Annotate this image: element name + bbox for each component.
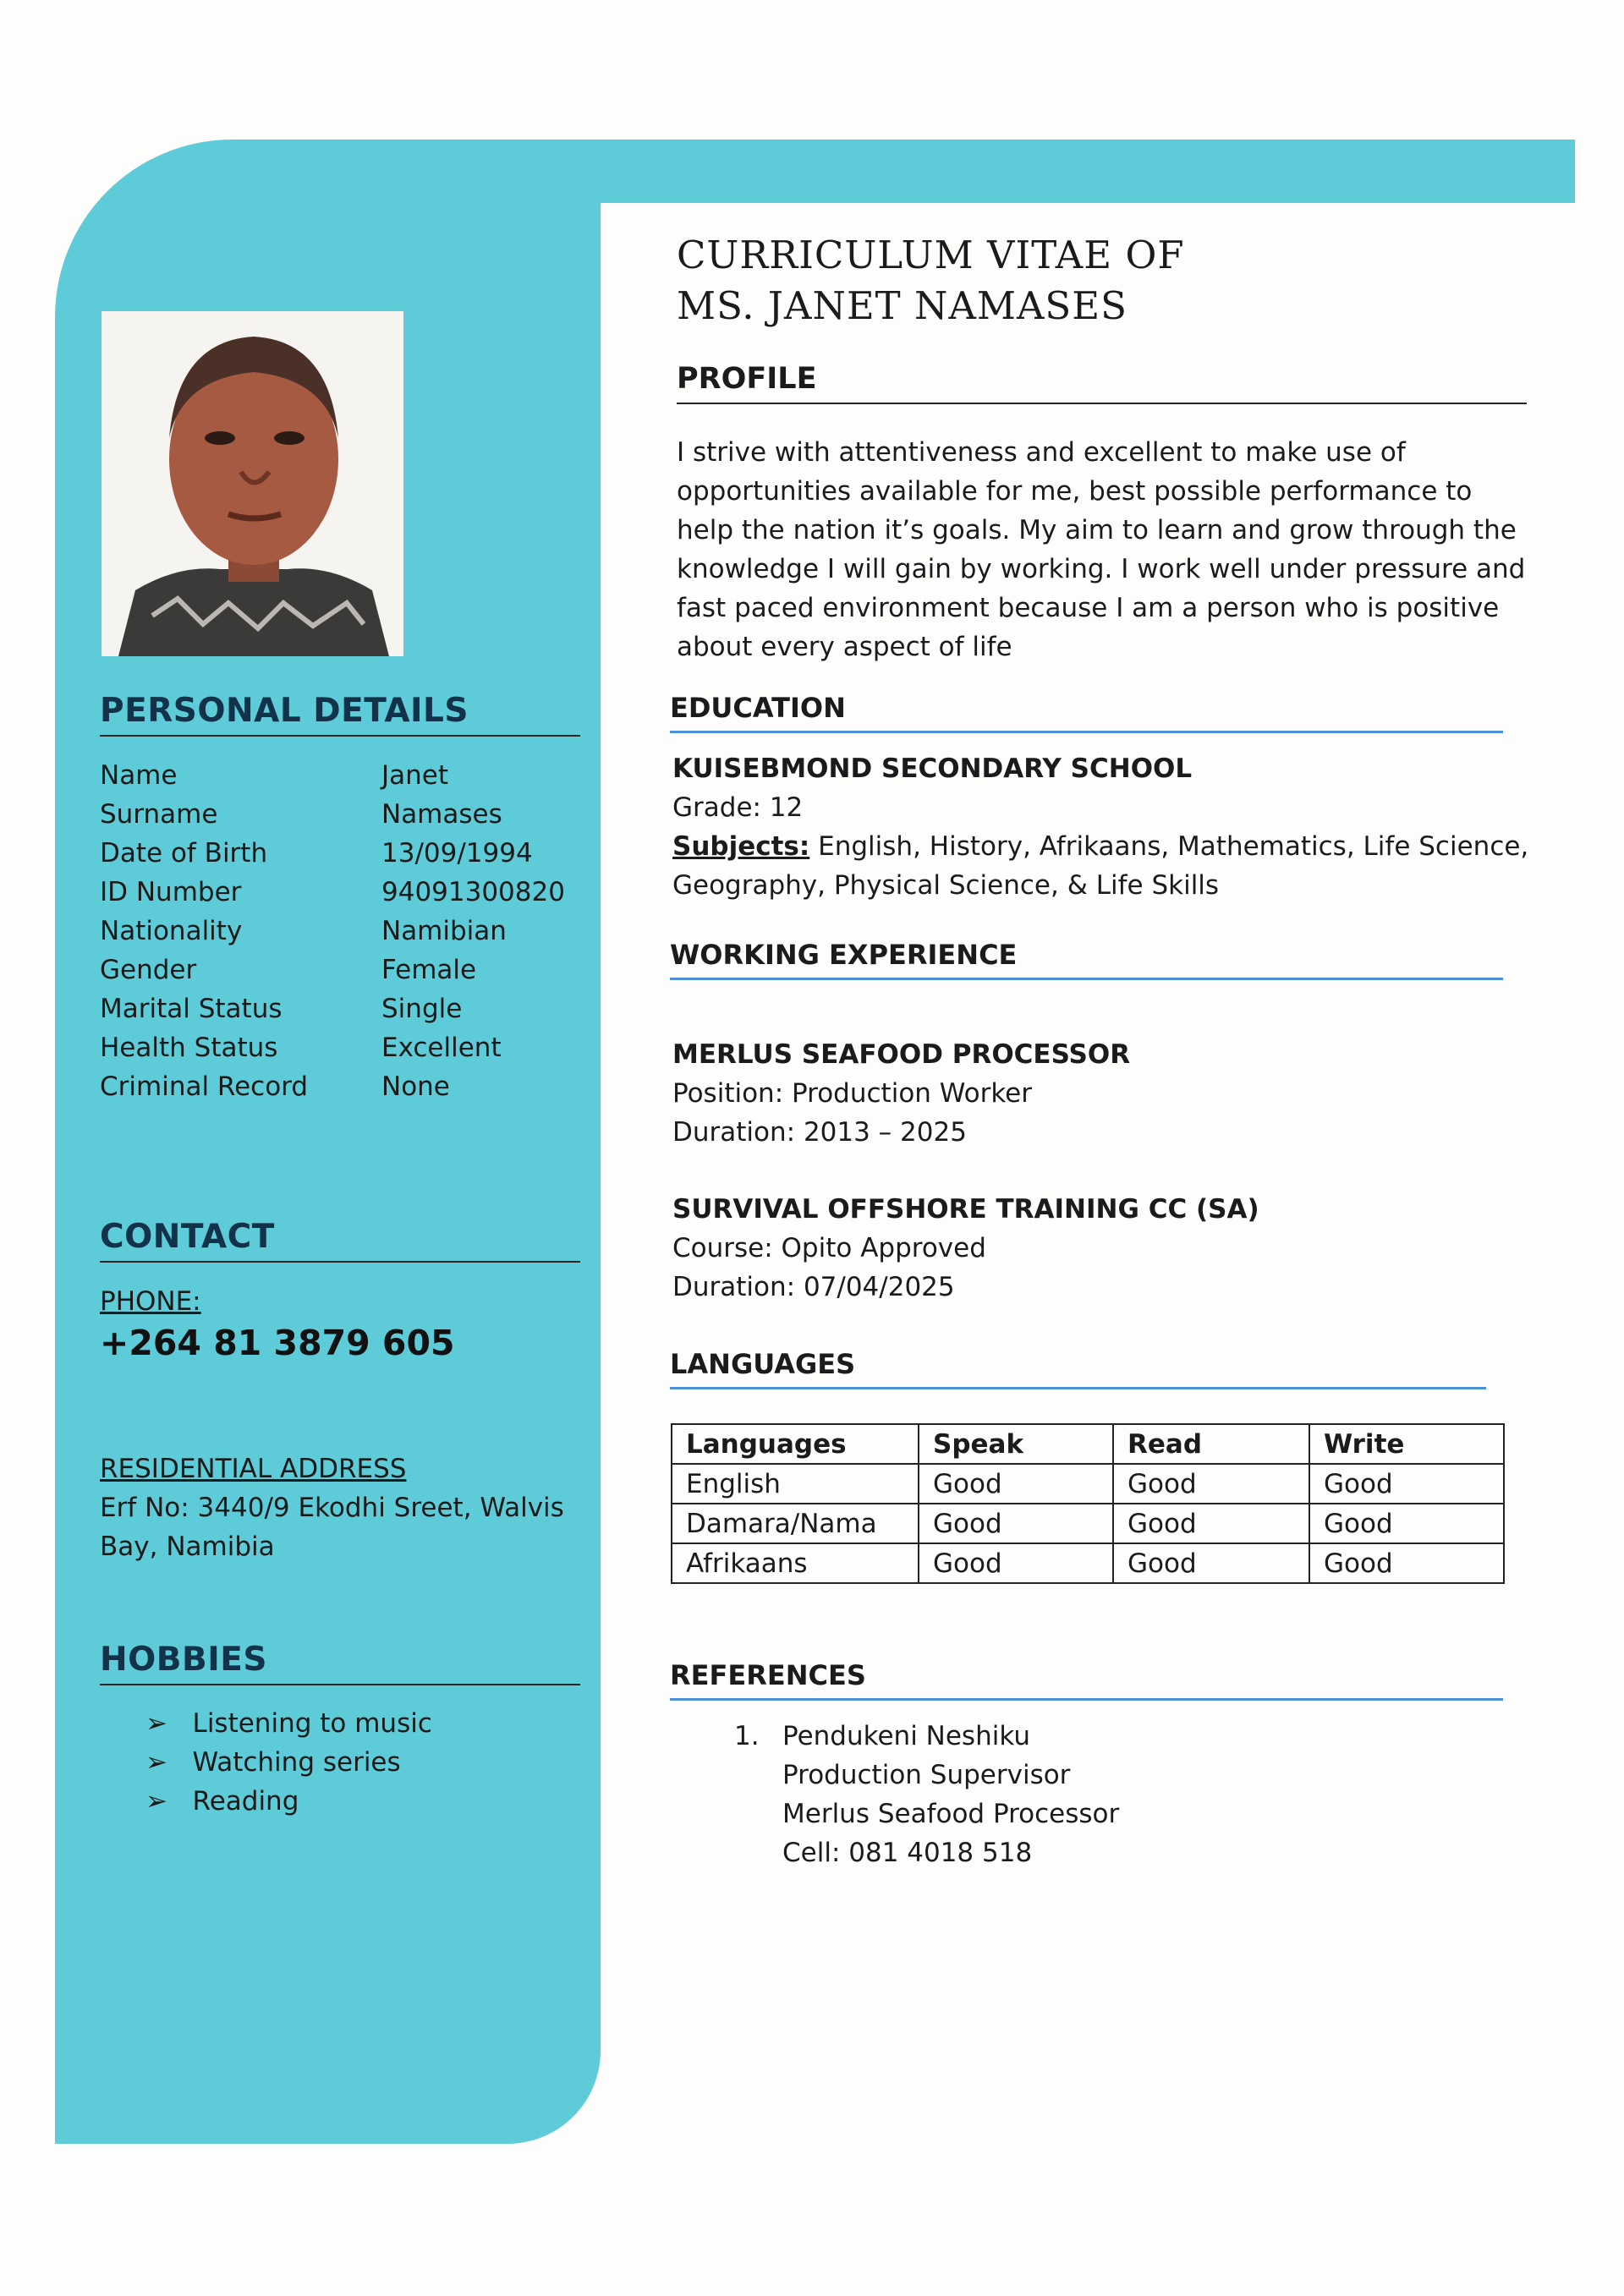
- references-heading: REFERENCES: [670, 1659, 1503, 1701]
- languages-heading: LANGUAGES: [670, 1348, 1486, 1389]
- detail-row: [100, 756, 448, 795]
- table-cell: English: [672, 1464, 919, 1504]
- job-entry: [672, 1190, 1259, 1307]
- detail-row: [100, 1028, 502, 1067]
- column-header: Languages: [672, 1424, 919, 1464]
- detail-label: Criminal Record: [100, 1071, 309, 1102]
- grade: Grade: 12: [672, 792, 804, 823]
- phone-label: PHONE:: [100, 1286, 201, 1317]
- detail-value: Excellent: [381, 1033, 502, 1063]
- hobby-item: [145, 1782, 299, 1821]
- languages-table: [671, 1423, 1505, 1584]
- education-heading: EDUCATION: [670, 692, 1503, 733]
- detail-value: Female: [381, 955, 477, 985]
- detail-value: 13/09/1994: [381, 838, 533, 869]
- detail-value: Janet: [381, 760, 449, 791]
- table-row: [672, 1504, 1504, 1543]
- table-row: [672, 1464, 1504, 1504]
- education-block: [672, 749, 1528, 905]
- reference-name: Pendukeni Neshiku: [782, 1721, 1030, 1751]
- detail-label: Gender: [100, 955, 197, 985]
- detail-row: [100, 951, 476, 989]
- profile-line: I strive with attentiveness and excellent to make use of: [677, 437, 1406, 468]
- hobby-item: [145, 1743, 401, 1782]
- detail-label: Marital Status: [100, 994, 283, 1024]
- detail-row: [100, 873, 565, 912]
- profile-line: fast paced environment because I am a person who is positive: [677, 593, 1500, 623]
- reference-number: 1.: [734, 1721, 760, 1751]
- hobby-label: Listening to music: [192, 1708, 432, 1739]
- address-line-1: Erf No: 3440/9 Ekodhi Sreet, Walvis: [100, 1493, 564, 1523]
- subjects-line-2: Geography, Physical Science, & Life Skills: [672, 870, 1220, 901]
- column-header: Speak: [919, 1424, 1113, 1464]
- job-duration: Duration: 2013 – 2025: [672, 1117, 967, 1148]
- profile-line: help the nation it’s goals. My aim to learn and grow through the: [677, 515, 1517, 545]
- detail-row: [100, 795, 502, 834]
- profile-heading: PROFILE: [677, 362, 1527, 404]
- contact-heading: CONTACT: [100, 1218, 580, 1263]
- address-line-2: Bay, Namibia: [100, 1532, 275, 1562]
- column-header: Write: [1309, 1424, 1504, 1464]
- subjects-text: English, History, Afrikaans, Mathematics, Life Science,: [809, 831, 1529, 862]
- table-cell: Good: [1113, 1504, 1309, 1543]
- title-line-2: MS. JANET NAMASES: [677, 283, 1127, 328]
- table-cell: Good: [1113, 1543, 1309, 1583]
- detail-label: Date of Birth: [100, 838, 268, 869]
- table-cell: Good: [1113, 1464, 1309, 1504]
- column-header: Read: [1113, 1424, 1309, 1464]
- detail-label: Health Status: [100, 1033, 278, 1063]
- table-cell: Good: [1309, 1464, 1504, 1504]
- job-company: SURVIVAL OFFSHORE TRAINING CC (SA): [672, 1194, 1259, 1225]
- table-cell: Good: [919, 1543, 1113, 1583]
- detail-label: Nationality: [100, 916, 243, 946]
- hobbies-heading: HOBBIES: [100, 1641, 580, 1685]
- reference-company: Merlus Seafood Processor: [782, 1799, 1120, 1829]
- title-line-1: CURRICULUM VITAE OF: [677, 233, 1185, 277]
- table-cell: Damara/Nama: [672, 1504, 919, 1543]
- detail-value: Namases: [381, 799, 502, 830]
- profile-line: about every aspect of life: [677, 632, 1012, 662]
- detail-value: 94091300820: [381, 877, 565, 907]
- job-duration: Duration: 07/04/2025: [672, 1272, 955, 1302]
- table-row: [672, 1543, 1504, 1583]
- job-entry: [672, 1035, 1130, 1152]
- detail-row: [100, 834, 533, 873]
- hobby-item: [145, 1704, 432, 1743]
- table-cell: Good: [1309, 1543, 1504, 1583]
- reference-title: Production Supervisor: [782, 1760, 1071, 1790]
- bullet-arrow-icon: ➢: [145, 1786, 167, 1817]
- table-header-row: [672, 1424, 1504, 1464]
- table-cell: Afrikaans: [672, 1543, 919, 1583]
- cv-title: [677, 230, 1185, 332]
- job-course: Course: Opito Approved: [672, 1233, 986, 1263]
- profile-photo: [102, 311, 403, 656]
- profile-text: [677, 433, 1525, 666]
- hobby-label: Watching series: [192, 1747, 401, 1778]
- address-label: RESIDENTIAL ADDRESS: [100, 1454, 407, 1484]
- table-cell: Good: [919, 1464, 1113, 1504]
- profile-line: opportunities available for me, best possible performance to: [677, 476, 1473, 507]
- detail-row: [100, 989, 462, 1028]
- profile-line: knowledge I will gain by working. I work well under pressure and: [677, 554, 1526, 584]
- reference-cell: Cell: 081 4018 518: [782, 1838, 1033, 1868]
- hobby-label: Reading: [192, 1786, 299, 1817]
- bullet-arrow-icon: ➢: [145, 1747, 167, 1778]
- detail-value: Single: [381, 994, 463, 1024]
- detail-label: ID Number: [100, 877, 242, 907]
- bullet-arrow-icon: ➢: [145, 1708, 167, 1739]
- detail-value: Namibian: [381, 916, 507, 946]
- table-cell: Good: [919, 1504, 1113, 1543]
- detail-row: [100, 912, 507, 951]
- reference-entry: [782, 1717, 1119, 1872]
- table-cell: Good: [1309, 1504, 1504, 1543]
- detail-label: Name: [100, 760, 178, 791]
- detail-label: Surname: [100, 799, 218, 830]
- school-name: KUISEBMOND SECONDARY SCHOOL: [672, 753, 1193, 784]
- phone-number: +264 81 3879 605: [100, 1323, 455, 1363]
- job-company: MERLUS SEAFOOD PROCESSOR: [672, 1039, 1131, 1070]
- detail-value: None: [381, 1071, 450, 1102]
- personal-details-heading: PERSONAL DETAILS: [100, 692, 580, 737]
- subjects-line-1: [672, 827, 1528, 866]
- sidebar-join: [275, 169, 601, 321]
- experience-heading: WORKING EXPERIENCE: [670, 939, 1503, 980]
- subjects-label: Subjects:: [672, 831, 810, 862]
- job-position: Position: Production Worker: [672, 1078, 1032, 1109]
- detail-row: [100, 1067, 450, 1106]
